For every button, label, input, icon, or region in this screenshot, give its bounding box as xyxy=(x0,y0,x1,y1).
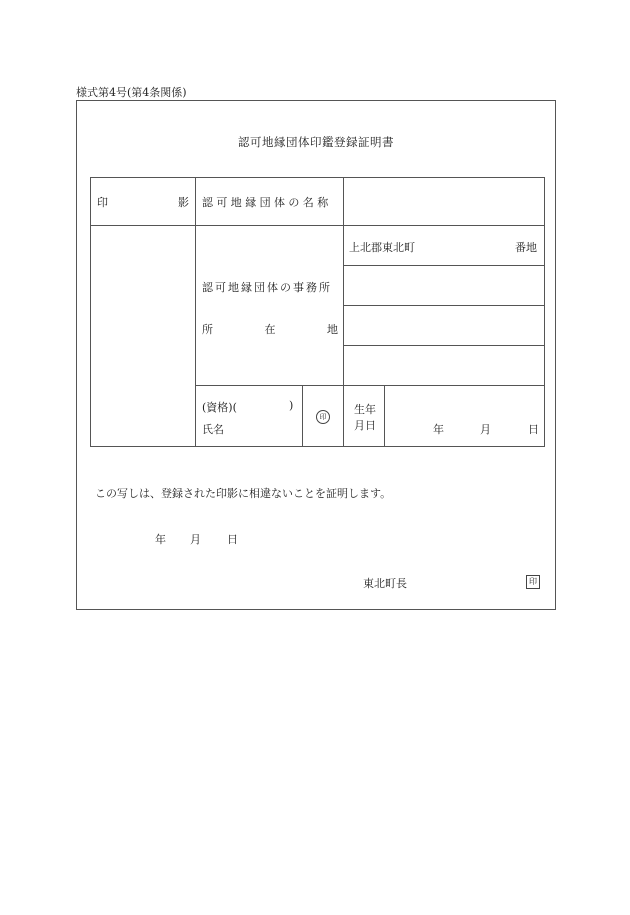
table-border-left xyxy=(90,177,91,447)
address-row-divider xyxy=(343,345,545,346)
birth-label-divider xyxy=(384,385,385,447)
address-suffix: 番地 xyxy=(515,241,537,254)
certificate-frame xyxy=(76,100,556,610)
org-name-label: 認可地縁団体の名称 xyxy=(202,196,332,209)
certificate-title: 認可地縁団体印鑑登録証明書 xyxy=(238,135,394,149)
qualification-close: ) xyxy=(289,399,294,412)
birth-label-line1: 生年 xyxy=(354,403,376,416)
location-char: 在 xyxy=(264,323,276,336)
issuer-title: 東北町長 xyxy=(363,577,407,590)
birth-date-day: 日 xyxy=(528,423,539,436)
seal-label-left: 印 xyxy=(97,196,108,209)
birth-date-month: 月 xyxy=(480,423,491,436)
birth-label-line2: 月日 xyxy=(354,419,376,432)
name-seal-divider xyxy=(302,385,303,447)
location-label xyxy=(202,321,338,337)
issue-date-month: 月 xyxy=(190,533,201,546)
birth-date-year: 年 xyxy=(433,423,444,436)
form-number: 様式第4号(第4条関係) xyxy=(76,86,187,99)
name-label: 氏名 xyxy=(202,423,224,436)
table-row-divider xyxy=(90,225,545,226)
table-border-top xyxy=(90,177,545,178)
table-col-divider xyxy=(195,177,196,447)
name-row-divider xyxy=(195,385,545,386)
qualification-label: (資格)( xyxy=(202,401,237,414)
table-border-right xyxy=(544,177,545,447)
location-char: 所 xyxy=(202,323,213,336)
certification-text: この写しは、登録された印影に相違ないことを証明します。 xyxy=(95,487,392,500)
issuer-seal-mark: 印 xyxy=(526,575,540,589)
table-col-divider xyxy=(343,177,344,447)
table-border-bottom xyxy=(90,446,545,447)
issue-date-day: 日 xyxy=(227,533,238,546)
address-prefix: 上北郡東北町 xyxy=(349,241,415,254)
office-label: 認可地縁団体の事務所 xyxy=(202,281,332,294)
name-seal-mark: 印 xyxy=(316,410,330,424)
address-row-divider xyxy=(343,265,545,266)
seal-label-right: 影 xyxy=(178,196,189,209)
location-char: 地 xyxy=(327,323,338,336)
address-row-divider xyxy=(343,305,545,306)
issue-date-year: 年 xyxy=(155,533,166,546)
seal-impression-label xyxy=(97,194,189,210)
